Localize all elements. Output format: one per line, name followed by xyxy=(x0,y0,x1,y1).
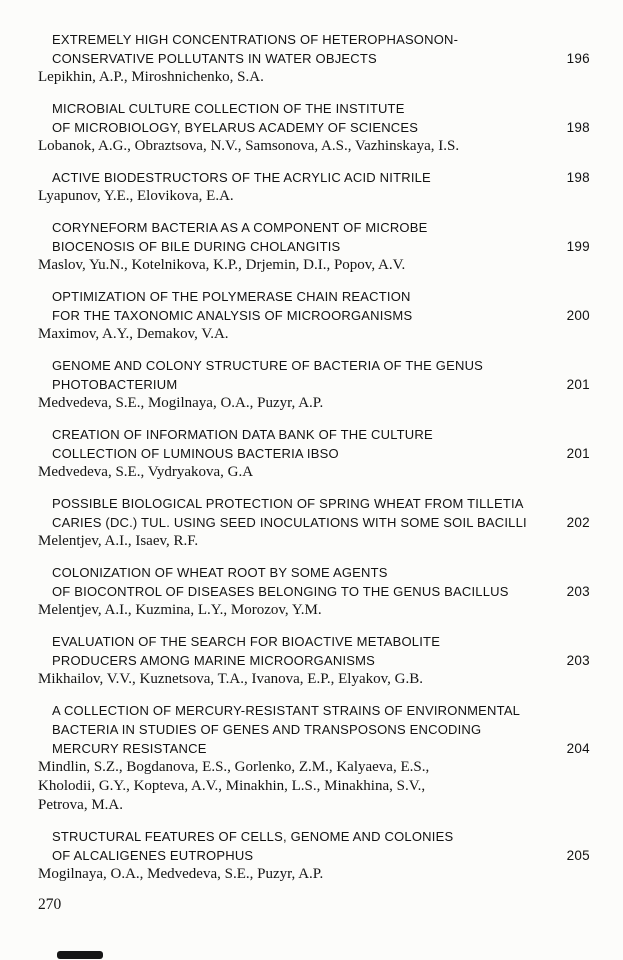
entry-title-line: MERCURY RESISTANCE xyxy=(52,741,207,756)
toc-entry xyxy=(38,99,590,156)
entry-title-row xyxy=(38,30,590,49)
entry-title-row xyxy=(38,49,590,68)
toc-entry xyxy=(38,287,590,344)
entry-title-row xyxy=(38,287,590,306)
entry-title-row xyxy=(38,444,590,463)
entry-title-line: A COLLECTION OF MERCURY-RESISTANT STRAINS OF ENVIRONMENTAL xyxy=(52,703,521,718)
entry-page-number: 201 xyxy=(566,446,590,461)
entry-page-number: 202 xyxy=(566,515,590,530)
entry-page-number: 199 xyxy=(566,239,590,254)
entry-title-row xyxy=(38,99,590,118)
entry-authors: Kholodii, G.Y., Kopteva, A.V., Minakhin, L.S., Minakhina, S.V., xyxy=(38,778,426,794)
entry-authors: Lyapunov, Y.E., Elovikova, E.A. xyxy=(38,188,234,204)
entry-title-row xyxy=(38,494,590,513)
toc-entry xyxy=(38,827,590,884)
entry-title-line: COLLECTION OF LUMINOUS BACTERIA IBSO xyxy=(52,446,339,461)
entry-authors: Mindlin, S.Z., Bogdanova, E.S., Gorlenko, Z.M., Kalyaeva, E.S., xyxy=(38,759,430,775)
toc-entry xyxy=(38,30,590,87)
entry-page-number: 205 xyxy=(566,848,590,863)
toc-entry xyxy=(38,632,590,689)
entry-title-row xyxy=(38,582,590,601)
entry-title-line: MICROBIAL CULTURE COLLECTION OF THE INSTITUTE xyxy=(52,101,405,116)
entry-authors: Melentjev, A.I., Isaev, R.F. xyxy=(38,533,199,549)
entry-title-line: PRODUCERS AMONG MARINE MICROORGANISMS xyxy=(52,653,376,668)
entry-title-line: EXTREMELY HIGH CONCENTRATIONS OF HETEROPHASONON- xyxy=(52,32,459,47)
toc-entry xyxy=(38,356,590,413)
toc-entry xyxy=(38,701,590,815)
entry-authors: Medvedeva, S.E., Mogilnaya, O.A., Puzyr, A.P. xyxy=(38,395,324,411)
entry-page-number: 198 xyxy=(566,120,590,135)
entry-title-line: CARIES (DC.) TUL. USING SEED INOCULATIONS WITH SOME SOIL BACILLI xyxy=(52,515,527,530)
entry-title-line: BACTERIA IN STUDIES OF GENES AND TRANSPOSONS ENCODING xyxy=(52,722,482,737)
entry-title-row xyxy=(38,306,590,325)
entry-title-line: EVALUATION OF THE SEARCH FOR BIOACTIVE METABOLITE xyxy=(52,634,441,649)
entry-authors: Mikhailov, V.V., Kuznetsova, T.A., Ivanova, E.P., Elyakov, G.B. xyxy=(38,671,423,687)
entry-title-row xyxy=(38,563,590,582)
entry-title-row xyxy=(38,168,590,187)
entry-title-row xyxy=(38,632,590,651)
entry-title-row xyxy=(38,513,590,532)
entry-title-line: OF MICROBIOLOGY, BYELARUS ACADEMY OF SCIENCES xyxy=(52,120,419,135)
toc-list xyxy=(38,30,590,884)
entry-page-number: 203 xyxy=(566,584,590,599)
entry-title-row xyxy=(38,720,590,739)
toc-entry xyxy=(38,218,590,275)
entry-title-line: STRUCTURAL FEATURES OF CELLS, GENOME AND COLONIES xyxy=(52,829,454,844)
entry-title-line: FOR THE TAXONOMIC ANALYSIS OF MICROORGANISMS xyxy=(52,308,413,323)
toc-entry xyxy=(38,168,590,206)
toc-entry xyxy=(38,425,590,482)
entry-title-row xyxy=(38,425,590,444)
entry-title-row xyxy=(38,218,590,237)
entry-title-row xyxy=(38,846,590,865)
toc-entry xyxy=(38,563,590,620)
entry-title-line: BIOCENOSIS OF BILE DURING CHOLANGITIS xyxy=(52,239,341,254)
entry-title-line: ACTIVE BIODESTRUCTORS OF THE ACRYLIC ACID NITRILE xyxy=(52,170,431,185)
entry-title-line: OPTIMIZATION OF THE POLYMERASE CHAIN REACTION xyxy=(52,289,411,304)
entry-authors: Melentjev, A.I., Kuzmina, L.Y., Morozov, Y.M. xyxy=(38,602,322,618)
entry-authors: Lobanok, A.G., Obraztsova, N.V., Samsonova, A.S., Vazhinskaya, I.S. xyxy=(38,138,460,154)
entry-authors: Medvedeva, S.E., Vydryakova, G.A xyxy=(38,464,254,480)
entry-authors: Maslov, Yu.N., Kotelnikova, K.P., Drjemin, D.I., Popov, A.V. xyxy=(38,257,406,273)
entry-title-line: OF ALCALIGENES EUTROPHUS xyxy=(52,848,254,863)
entry-authors: Petrova, M.A. xyxy=(38,797,123,813)
entry-page-number: 204 xyxy=(566,741,590,756)
entry-title-row xyxy=(38,739,590,758)
entry-title-line: COLONIZATION OF WHEAT ROOT BY SOME AGENTS xyxy=(52,565,388,580)
entry-title-row xyxy=(38,356,590,375)
entry-title-line: CREATION OF INFORMATION DATA BANK OF THE CULTURE xyxy=(52,427,433,442)
entry-page-number: 200 xyxy=(566,308,590,323)
entry-page-number: 201 xyxy=(566,377,590,392)
entry-title-row xyxy=(38,375,590,394)
entry-title-line: OF BIOCONTROL OF DISEASES BELONGING TO THE GENUS BACILLUS xyxy=(52,584,509,599)
toc-entry xyxy=(38,494,590,551)
entry-title-line: CONSERVATIVE POLLUTANTS IN WATER OBJECTS xyxy=(52,51,377,66)
entry-page-number: 203 xyxy=(566,653,590,668)
entry-authors: Lepikhin, A.P., Miroshnichenko, S.A. xyxy=(38,69,264,85)
entry-title-row xyxy=(38,118,590,137)
entry-page-number: 198 xyxy=(566,170,590,185)
entry-title-line: POSSIBLE BIOLOGICAL PROTECTION OF SPRING WHEAT FROM TILLETIA xyxy=(52,496,524,511)
entry-page-number: 196 xyxy=(566,51,590,66)
entry-title-row xyxy=(38,827,590,846)
scan-artifact-mark xyxy=(57,951,103,959)
entry-title-row xyxy=(38,651,590,670)
entry-title-line: CORYNEFORM BACTERIA AS A COMPONENT OF MICROBE xyxy=(52,220,428,235)
entry-title-row xyxy=(38,701,590,720)
entry-authors: Mogilnaya, O.A., Medvedeva, S.E., Puzyr, A.P. xyxy=(38,866,324,882)
entry-authors: Maximov, A.Y., Demakov, V.A. xyxy=(38,326,229,342)
page-number: 270 xyxy=(38,896,62,913)
entry-title-line: PHOTOBACTERIUM xyxy=(52,377,178,392)
entry-title-line: GENOME AND COLONY STRUCTURE OF BACTERIA OF THE GENUS xyxy=(52,358,484,373)
entry-title-row xyxy=(38,237,590,256)
